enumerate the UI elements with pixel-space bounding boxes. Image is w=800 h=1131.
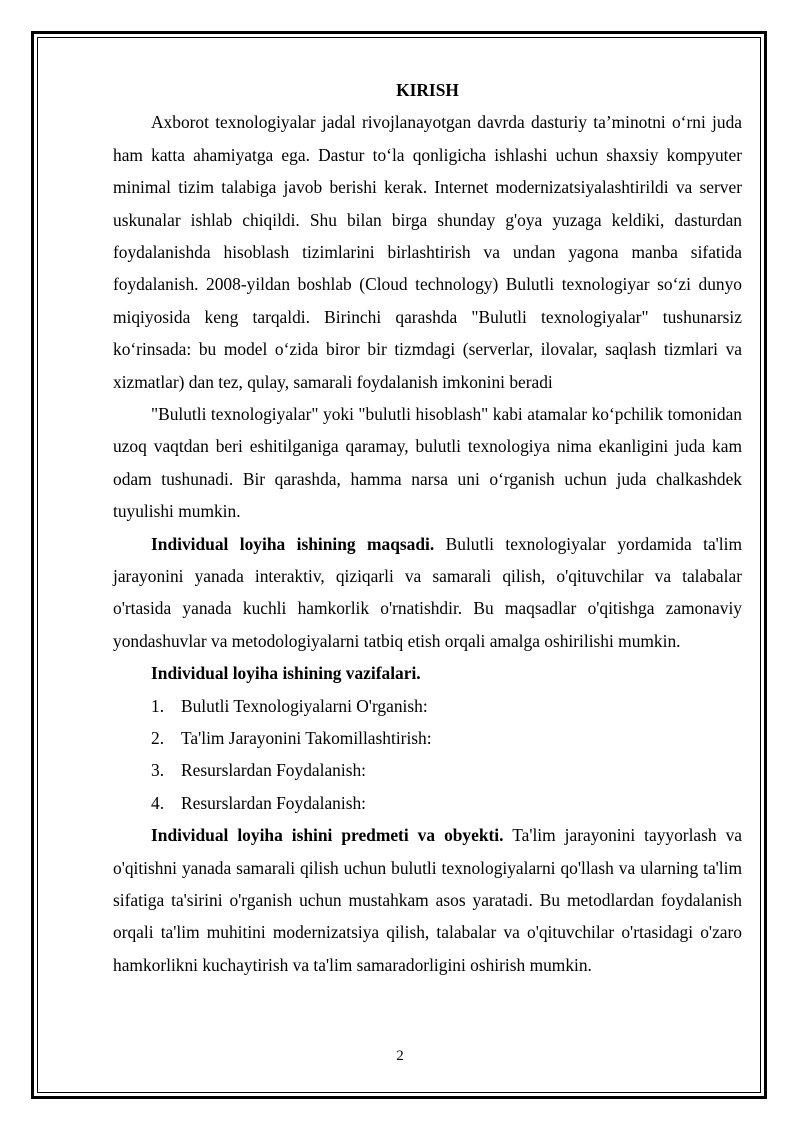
tasks-heading: [113, 657, 742, 689]
list-item-text: Bulutli Texnologiyalarni O'rganish:: [181, 695, 428, 716]
list-item-number: 2.: [151, 728, 165, 749]
list-item-number: 3.: [151, 760, 165, 781]
tasks-label: Individual loyiha ishining vazifalari.: [151, 663, 421, 684]
list-item-text: Resurslardan Foydalanish:: [181, 792, 366, 813]
list-item-number: 4.: [151, 792, 165, 813]
list-item-text: Ta'lim Jarayonini Takomillashtirish:: [181, 728, 432, 749]
list-item: [113, 754, 742, 786]
goal-paragraph: [113, 528, 742, 658]
subject-label: Individual loyiha ishini predmeti va obyekti.: [151, 825, 504, 846]
page-number: 2: [396, 1048, 404, 1064]
list-item: [113, 722, 742, 754]
goal-text: Bulutli texnologiyalar yordamida ta'lim jarayonini yanada interaktiv, qiziqarli va samarali qilish, o'qituvchilar va talabalar o'rtasida yanada kuchli hamkorlik o'rnatishdir. Bu maqsadlar o'qitishga zamonaviy yondashuvlar va metodologiyalarni tatbiq etish orqali amalga oshirilishi mumkin.: [113, 533, 742, 651]
cloud-terms-paragraph: "Bulutli texnologiyalar" yoki "bulutli hisoblash" kabi atamalar ko‘pchilik tomonidan uzoq vaqtdan beri eshitilganiga qaramay, bulutli texnologiya nima ekanligini juda kam odam tushunadi. Bir qarashda, hamma narsa uni o‘rganish uchun juda chalkashdek tuyulishi mumkin.: [113, 404, 742, 522]
intro-paragraph: Axborot texnologiyalar jadal rivojlanayotgan davrda dasturiy ta’minotni o‘rni juda ham katta ahamiyatga ega. Dastur to‘la qonligicha ishlashi uchun shaxsiy kompyuter minimal tizim talabiga javob berishi kerak. Internet modernizatsiyalashtirildi va server uskunalar ishlab chiqildi. Shu bilan birga shunday g'oya yuzaga keldiki, dasturdan foydalanishda hisoblash tizimlarini birlashtirish va undan yagona manba sifatida foydalanish. 2008-yildan boshlab (Cloud technology) Bulutli texnologiyar so‘zi dunyo miqiyosida keng tarqaldi. Birinchi qarashda "Bulutli texnologiyalar" tushunarsiz ko‘rinsada: bu model o‘zida biror bir tizmdagi (serverlar, ilovalar, saqlash tizmlari va xizmatlar) dan tez, qulay, samarali foydalanish imkonini beradi: [113, 112, 742, 392]
subject-paragraph: [113, 819, 742, 981]
document-body: [113, 74, 742, 981]
list-item: [113, 690, 742, 722]
list-item: [113, 787, 742, 819]
goal-label: Individual loyiha ishining maqsadi.: [151, 533, 435, 554]
list-item-number: 1.: [151, 695, 165, 716]
page-heading: KIRISH: [396, 80, 459, 100]
tasks-list: [113, 690, 742, 820]
list-item-text: Resurslardan Foydalanish:: [181, 760, 366, 781]
subject-text: Ta'lim jarayonini tayyorlash va o'qitishni yanada samarali qilish uchun bulutli texnologiyalarni qo'llash va ularning ta'lim sifatiga ta'sirini o'rganish uchun mustahkam asos yaratadi. Bu metodlardan foydalanish orqali ta'lim muhitini modernizatsiya qilish, talabalar va o'qituvchilar o'rtasidagi o'zaro hamkorlikni kuchaytirish va ta'lim samaradorligini oshirish mumkin.: [113, 825, 743, 975]
